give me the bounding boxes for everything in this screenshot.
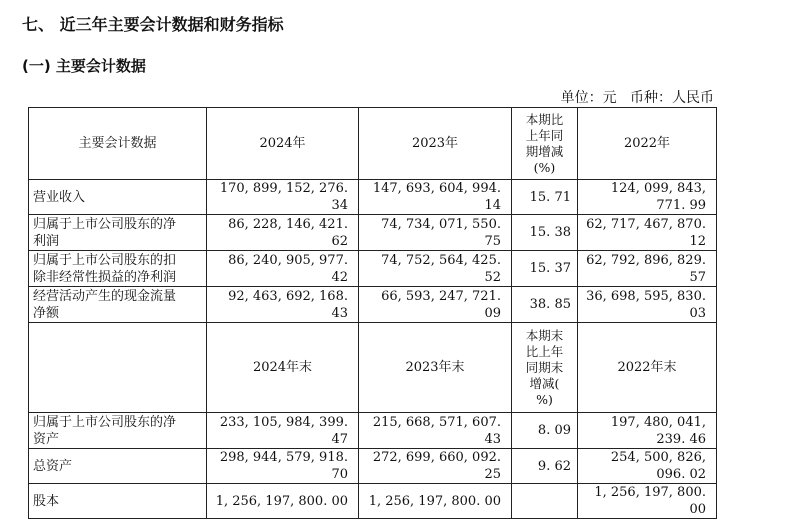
value-cell: 147, 693, 604, 994. 14 (359, 180, 512, 215)
table2-header-cell: 2022年末 (578, 323, 717, 413)
value-cell: 272, 699, 660, 092. 25 (359, 449, 512, 484)
value-cell: 170, 899, 152, 276. 34 (207, 180, 359, 215)
value-cell: 38. 85 (512, 287, 578, 323)
table2-header-row (29, 323, 717, 413)
table1-header-cell: 2022年 (578, 108, 717, 180)
table2-header-cell: 2024年末 (207, 323, 359, 413)
row-label: 归属于上市公司股东的扣 除非经常性损益的净利润 (29, 251, 207, 287)
value-cell: 298, 944, 579, 918. 70 (207, 449, 359, 484)
value-cell: 62, 717, 467, 870. 12 (578, 215, 717, 251)
value-cell (512, 484, 578, 519)
value-cell: 74, 734, 071, 550. 75 (359, 215, 512, 251)
table1-header-row (29, 108, 717, 180)
table1-row (29, 251, 717, 287)
value-cell: 1, 256, 197, 800. 00 (578, 484, 717, 519)
table1-header-cell: 2024年 (207, 108, 359, 180)
table2-row (29, 449, 717, 484)
value-cell: 1, 256, 197, 800. 00 (207, 484, 359, 519)
table2-header-cell: 2023年末 (359, 323, 512, 413)
value-cell: 215, 668, 571, 607. 43 (359, 413, 512, 449)
table1-header-cell: 主要会计数据 (29, 108, 207, 180)
row-label: 股本 (29, 484, 207, 519)
table2-row (29, 413, 717, 449)
table2-header-cell: 本期末 比上年 同期末 增减( %) (512, 323, 578, 413)
value-cell: 9. 62 (512, 449, 578, 484)
table2-header-cell (29, 323, 207, 413)
row-label: 营业收入 (29, 180, 207, 215)
value-cell: 62, 792, 896, 829. 57 (578, 251, 717, 287)
value-cell: 197, 480, 041, 239. 46 (578, 413, 717, 449)
value-cell: 233, 105, 984, 399. 47 (207, 413, 359, 449)
value-cell: 66, 593, 247, 721. 09 (359, 287, 512, 323)
row-label: 总资产 (29, 449, 207, 484)
accounting-data-table (28, 107, 717, 519)
value-cell: 8. 09 (512, 413, 578, 449)
value-cell: 1, 256, 197, 800. 00 (359, 484, 512, 519)
row-label: 归属于上市公司股东的净 资产 (29, 413, 207, 449)
table1-row (29, 180, 717, 215)
table1-row (29, 215, 717, 251)
unit-note: 单位：元 币种：人民币 (560, 90, 714, 106)
value-cell: 15. 71 (512, 180, 578, 215)
row-label: 经营活动产生的现金流量 净额 (29, 287, 207, 323)
row-label: 归属于上市公司股东的净 利润 (29, 215, 207, 251)
value-cell: 15. 38 (512, 215, 578, 251)
table1-header-cell: 2023年 (359, 108, 512, 180)
value-cell: 74, 752, 564, 425. 52 (359, 251, 512, 287)
subsection-title: (一) 主要会计数据 (22, 57, 146, 75)
section-title: 七、 近三年主要会计数据和财务指标 (22, 15, 284, 34)
value-cell: 254, 500, 826, 096. 02 (578, 449, 717, 484)
table1-header-cell: 本期比 上年同 期增减 (%) (512, 108, 578, 180)
table1-row (29, 287, 717, 323)
value-cell: 92, 463, 692, 168. 43 (207, 287, 359, 323)
value-cell: 124, 099, 843, 771. 99 (578, 180, 717, 215)
value-cell: 86, 240, 905, 977. 42 (207, 251, 359, 287)
table2-row (29, 484, 717, 519)
value-cell: 86, 228, 146, 421. 62 (207, 215, 359, 251)
value-cell: 36, 698, 595, 830. 03 (578, 287, 717, 323)
value-cell: 15. 37 (512, 251, 578, 287)
